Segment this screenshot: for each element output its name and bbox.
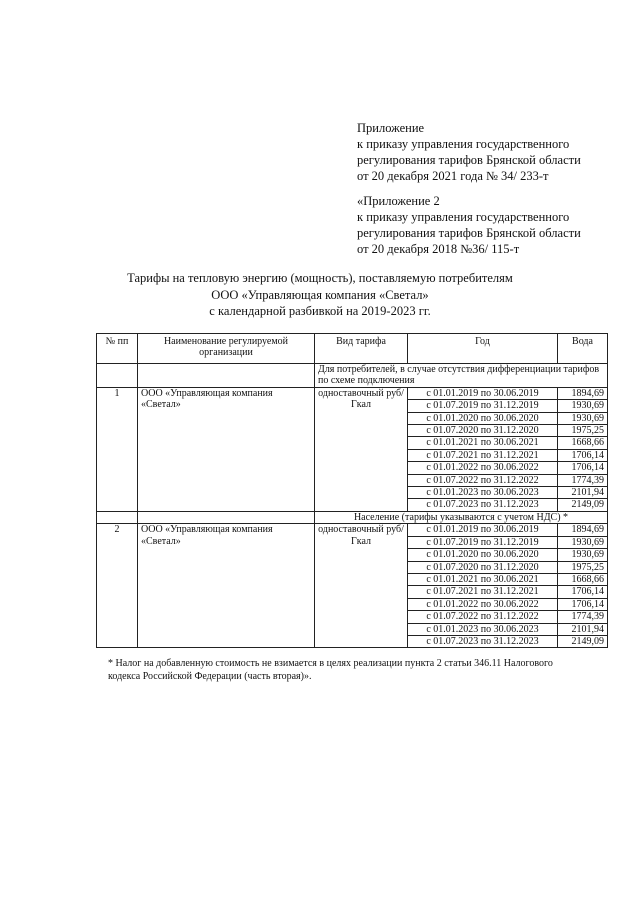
row-number: 1 xyxy=(97,387,138,511)
period-cell: с 01.07.2020 по 31.12.2020 xyxy=(408,425,558,437)
tariff-value: 1706,14 xyxy=(558,449,608,461)
period-cell: с 01.01.2023 по 30.06.2023 xyxy=(408,487,558,499)
period-cell: с 01.01.2019 по 30.06.2019 xyxy=(408,387,558,399)
tariff-value: 1930,69 xyxy=(558,412,608,424)
period-cell: с 01.07.2019 по 31.12.2019 xyxy=(408,536,558,548)
tariff-value: 2101,94 xyxy=(558,623,608,635)
period-cell: с 01.07.2023 по 31.12.2023 xyxy=(408,499,558,511)
period-cell: с 01.01.2021 по 30.06.2021 xyxy=(408,437,558,449)
tariff-value: 1975,25 xyxy=(558,561,608,573)
period-cell: с 01.01.2020 по 30.06.2020 xyxy=(408,412,558,424)
tariff-value: 2149,09 xyxy=(558,635,608,647)
tariff-type: одноставочный руб/Гкал xyxy=(315,387,408,511)
period-cell: с 01.01.2023 по 30.06.2023 xyxy=(408,623,558,635)
section-population xyxy=(97,511,608,647)
appendix-note-current xyxy=(357,120,581,184)
footnote-line: * Налог на добавленную стоимость не взимается в целях реализации пункта 2 статьи 346.11 Налогового xyxy=(108,658,553,669)
tariff-value: 1894,69 xyxy=(558,524,608,536)
period-cell: с 01.07.2022 по 31.12.2022 xyxy=(408,611,558,623)
period-cell: с 01.01.2020 по 30.06.2020 xyxy=(408,549,558,561)
period-cell: с 01.01.2022 по 30.06.2022 xyxy=(408,462,558,474)
period-cell: с 01.07.2021 по 31.12.2021 xyxy=(408,449,558,461)
title-line: с календарной разбивкой на 2019-2023 гг. xyxy=(209,304,431,318)
appendix-line: регулирования тарифов Брянской области xyxy=(357,226,581,240)
tariff-value: 1774,39 xyxy=(558,474,608,486)
appendix-note-original xyxy=(357,193,581,257)
tariff-value: 2101,94 xyxy=(558,487,608,499)
table-row xyxy=(97,524,608,536)
header-org: Наименование регулируемой организации xyxy=(138,334,315,364)
tariff-value: 1706,14 xyxy=(558,462,608,474)
period-cell: с 01.01.2022 по 30.06.2022 xyxy=(408,598,558,610)
empty-cell xyxy=(138,511,315,523)
period-cell: с 01.01.2021 по 30.06.2021 xyxy=(408,573,558,585)
tariff-value: 1930,69 xyxy=(558,400,608,412)
tariff-value: 1668,66 xyxy=(558,437,608,449)
header-year: Год xyxy=(408,334,558,364)
period-cell: с 01.01.2019 по 30.06.2019 xyxy=(408,524,558,536)
tariff-value: 2149,09 xyxy=(558,499,608,511)
tariff-value: 1706,14 xyxy=(558,598,608,610)
empty-cell xyxy=(97,364,138,388)
tariff-table xyxy=(96,333,608,648)
tariff-value: 1975,25 xyxy=(558,425,608,437)
period-cell: с 01.07.2022 по 31.12.2022 xyxy=(408,474,558,486)
tariff-value: 1930,69 xyxy=(558,536,608,548)
section-title: Для потребителей, в случае отсутствия дифференциации тарифов по схеме подключения xyxy=(315,364,608,388)
section-title: Население (тарифы указываются с учетом НДС) * xyxy=(315,511,608,523)
appendix-line: от 20 декабря 2021 года № 34/ 233-т xyxy=(357,169,549,183)
section-title-row xyxy=(97,511,608,523)
empty-cell xyxy=(97,511,138,523)
tariff-value: 1894,69 xyxy=(558,387,608,399)
tariff-value: 1930,69 xyxy=(558,549,608,561)
footnote xyxy=(108,657,608,683)
header-water: Вода xyxy=(558,334,608,364)
row-number: 2 xyxy=(97,524,138,648)
header-num: № пп xyxy=(97,334,138,364)
appendix-line: к приказу управления государственного xyxy=(357,210,570,224)
appendix-line: регулирования тарифов Брянской области xyxy=(357,153,581,167)
title-line: Тарифы на тепловую энергию (мощность), поставляемую потребителям xyxy=(127,271,513,285)
tariff-value: 1706,14 xyxy=(558,586,608,598)
period-cell: с 01.07.2021 по 31.12.2021 xyxy=(408,586,558,598)
tariff-type: одноставочный руб/Гкал xyxy=(315,524,408,648)
title-line: ООО «Управляющая компания «Светал» xyxy=(211,287,429,302)
header-type: Вид тарифа xyxy=(315,334,408,364)
appendix-line: Приложение xyxy=(357,121,425,135)
period-cell: с 01.07.2023 по 31.12.2023 xyxy=(408,635,558,647)
organization-name: ООО «Управляющая компания «Светал» xyxy=(138,524,315,648)
appendix-line: к приказу управления государственного xyxy=(357,137,570,151)
footnote-line: кодекса Российской Федерации (часть вторая)». xyxy=(108,671,312,682)
period-cell: с 01.07.2019 по 31.12.2019 xyxy=(408,400,558,412)
appendix-line: «Приложение 2 xyxy=(357,194,440,208)
table-header-row xyxy=(97,334,608,364)
tariff-value: 1668,66 xyxy=(558,573,608,585)
period-cell: с 01.07.2020 по 31.12.2020 xyxy=(408,561,558,573)
empty-cell xyxy=(138,364,315,388)
section-title-row xyxy=(97,364,608,388)
appendix-line: от 20 декабря 2018 №36/ 115-т xyxy=(357,242,520,256)
organization-name: ООО «Управляющая компания «Светал» xyxy=(138,387,315,511)
table-row xyxy=(97,387,608,399)
document-title xyxy=(60,270,580,320)
tariff-value: 1774,39 xyxy=(558,611,608,623)
section-general xyxy=(97,364,608,512)
